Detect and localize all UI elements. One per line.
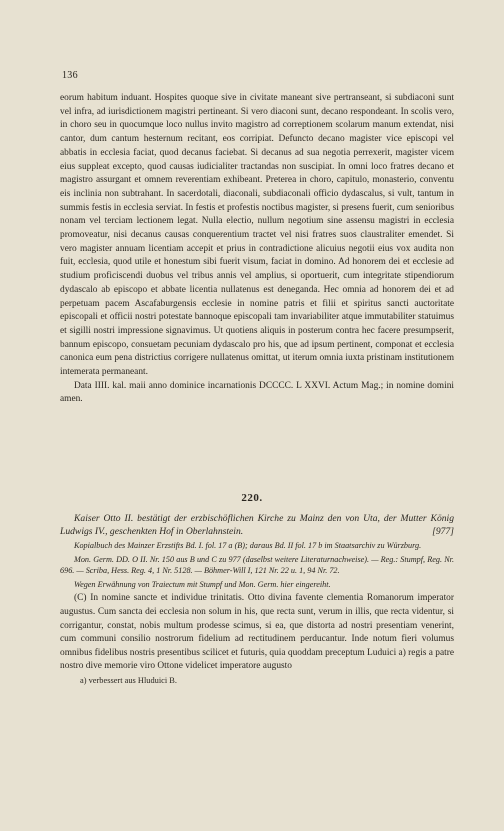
charter-text: (C) In nomine sancte et individue trinitatis. Otto divina favente clementia Romanorum imperator augustus. Cum sancta dei ecclesia non solum in his, que recta sunt, verum in illis, que recta videntur, si corrigantur, constat, nobis multum prodesse scimus, si ea, que distorta ad nostri presentiam venerint, cum communi consilio nostrorum fidelium ad rectitudinem perducantur. Inde notum fieri volumus omnibus fidelibus nostris presentibus scilicet et futuris, quia quoddam preceptum Luduici a) regis a patre nostro dive memorie viro Ottone videlicet imperatore augusto — [60, 593, 454, 672]
date-line: Data IIII. kal. maii anno dominice incarnationis DCCCC. L XXVI. Actum Mag.; in nomine domini amen. — [60, 380, 454, 405]
footnote: a) verbessert aus Hluduici B. — [80, 675, 177, 685]
document-section — [60, 512, 454, 687]
editions-note: Mon. Germ. DD. O II. Nr. 150 aus B und C zu 977 (daselbst weitere Literaturnachweise). — Reg.: Stumpf, Reg. Nr. 696. — Scriba, Hess. Reg. 4, 1 Nr. 5128. — Böhmer-Will I, 121 Nr. 22 u. 1, 94 Nr. 72. — [60, 554, 454, 576]
document-rubric — [60, 512, 454, 538]
dating-note: Wegen Erwähnung von Traiectum mit Stumpf und Mon. Germ. hier eingereiht. — [74, 579, 331, 589]
main-text — [60, 92, 454, 407]
rubric-text: Kaiser Otto II. bestätigt der erzbischöflichen Kirche zu Mainz den von Uta, der Mutter König Ludwigs IV., geschenkten Hof in Oberlahnstein. — [60, 513, 454, 537]
document-number: 220. — [241, 492, 263, 504]
page-number: 136 — [62, 70, 78, 81]
body-paragraph: eorum habitum induant. Hospites quoque sive in civitate maneant sive pertranseant, si subdiaconi sunt vel infra, ad iurisdictionem magistri pertineant. Si vero diaconi sunt, decano respondeant. In scolis vero, in choro seu in quocumque loco nullus invito magistro ad correptionem scolarum manum extendat, nisi cantor, dum cantum hesternum recitant, eos corripiat. Defuncto decano magister vice episcopi vel abbatis in ecclesia faciat, quod decanus faciebat. Si decanus ad sua negotia perrexerit, magister vicem eius suppleat excepto, quod causas iudicialiter tractandas non suscipiat. In omni loco fratres decano et magistro assurgant et omnem reverentiam exhibeant. Preterea in choro, capitulo, monasterio, conventu eis inclinia non subtrahant. In sacerdotali, diaconali, subdiaconali officio dydascalus, si vult, tantum in summis festis in ecclesia serviat. In festis et profestis noctibus magister, si presens fuerit, cum senioribus nonam vel terciam lectionem legat. Nulla electio, nullum negotium sine assensu magistri in ecclesia promoveatur, nisi decanus causas conquerentium tractet vel nisi fratres suos claustraliter emendet. Si vero magister annuam licentiam accepit et prius in contradictione alicuius negotii eius vox audita non fuit, ecclesia, quod utile et honestum sibi fuerit visum, faciat in domino. Ad honorem dei et ecclesie ad studium proficiscendi duobus vel tribus annis vel amplius, si oportuerit, cum integritate stipendiorum dydascalo ab episcopo et abbate licentia nullatenus est deneganda. Hec omnia ad honorem dei et ad perpetuam pacem Ascafaburgensis ecclesie in nomine patris et filii et spiritus sancti auctoritate episcopali et officii nostri potestate bannoque episcopali tam invariabiliter atque immutabiliter statuimus et sigilli nostri impressione signavimus. Ut quotiens aliquis in posterum contra hec facere presumpserit, bannum episcopo, consuetam pecuniam dydascalo pro his, que ad ipsum pertinent, componat et ecclesia canonica eum pena districtius corrigere nullatenus omittat, ut iterum omnia iuxta pristinam institutionem intemerata permaneant. — [60, 93, 454, 378]
document-year: [977] — [432, 526, 454, 537]
source-note: Kopialbuch des Mainzer Erzstifts Bd. I. fol. 17 a (B); daraus Bd. II fol. 17 b im Staatsarchiv zu Würzburg. — [74, 541, 422, 550]
